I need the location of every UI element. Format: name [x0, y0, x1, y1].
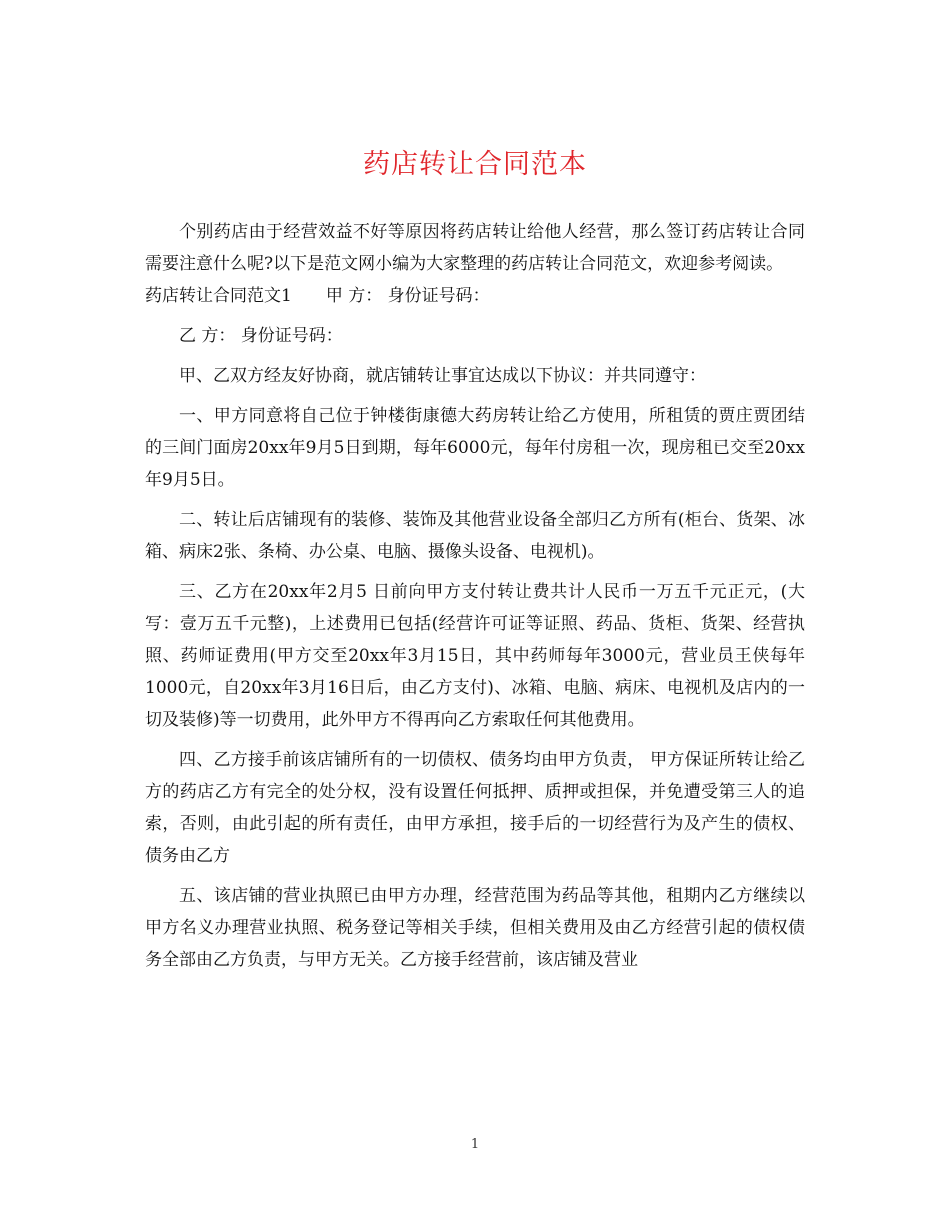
party-a-line: 药店转让合同范文1 甲 方： 身份证号码：	[145, 286, 490, 306]
clause-3: 三、乙方在20xx年2月5 日前向甲方支付转让费共计人民币一万五千元正元，(大写：壹万五千元整)，上述费用已包括(经营许可证等证照、药品、货柜、货架、经营执照、药师证费用(甲方交至20xx年3月15日，其中药师每年3000元，营业员王侠每年1000元，自20xx年3月16日后，由乙方支付)、冰箱、电脑、病床、电视机及店内的一切及装修)等一切费用，此外甲方不得再向乙方索取任何其他费用。	[145, 582, 805, 730]
clause-5: 五、该店铺的营业执照已由甲方办理，经营范围为药品等其他，租期内乙方继续以甲方名义办理营业执照、税务登记等相关手续，但相关费用及由乙方经营引起的债权债务全部由乙方负责，与甲方无关。乙方接手经营前，该店铺及营业	[145, 886, 805, 970]
document-title: 药店转让合同范本	[363, 149, 587, 180]
party-b-line: 乙 方： 身份证号码：	[179, 326, 343, 346]
clause-2: 二、转让后店铺现有的装修、装饰及其他营业设备全部归乙方所有(柜台、货架、冰箱、病床2张、条椅、办公桌、电脑、摄像头设备、电视机)。	[145, 510, 805, 562]
page-number: 1	[470, 1137, 480, 1152]
clause-1: 一、甲方同意将自己位于钟楼街康德大药房转让给乙方使用，所租赁的贾庄贾团结的三间门面房20xx年9月5日到期，每年6000元，每年付房租一次，现房租已交至20xx年9月5日。	[145, 406, 805, 490]
clause-4: 四、乙方接手前该店铺所有的一切债权、债务均由甲方负责， 甲方保证所转让给乙方的药店乙方有完全的处分权，没有设置任何抵押、质押或担保，并免遭受第三人的追索，否则，由此引起的所有责任，由甲方承担，接手后的一切经营行为及产生的债权、债务由乙方	[145, 750, 805, 866]
document-body	[145, 216, 805, 976]
agreement-intro: 甲、乙双方经友好协商，就店铺转让事宜达成以下协议：并共同遵守：	[179, 366, 706, 386]
intro-paragraph: 个别药店由于经营效益不好等原因将药店转让给他人经营，那么签订药店转让合同需要注意什么呢?以下是范文网小编为大家整理的药店转让合同范文，欢迎参考阅读。	[145, 222, 805, 274]
